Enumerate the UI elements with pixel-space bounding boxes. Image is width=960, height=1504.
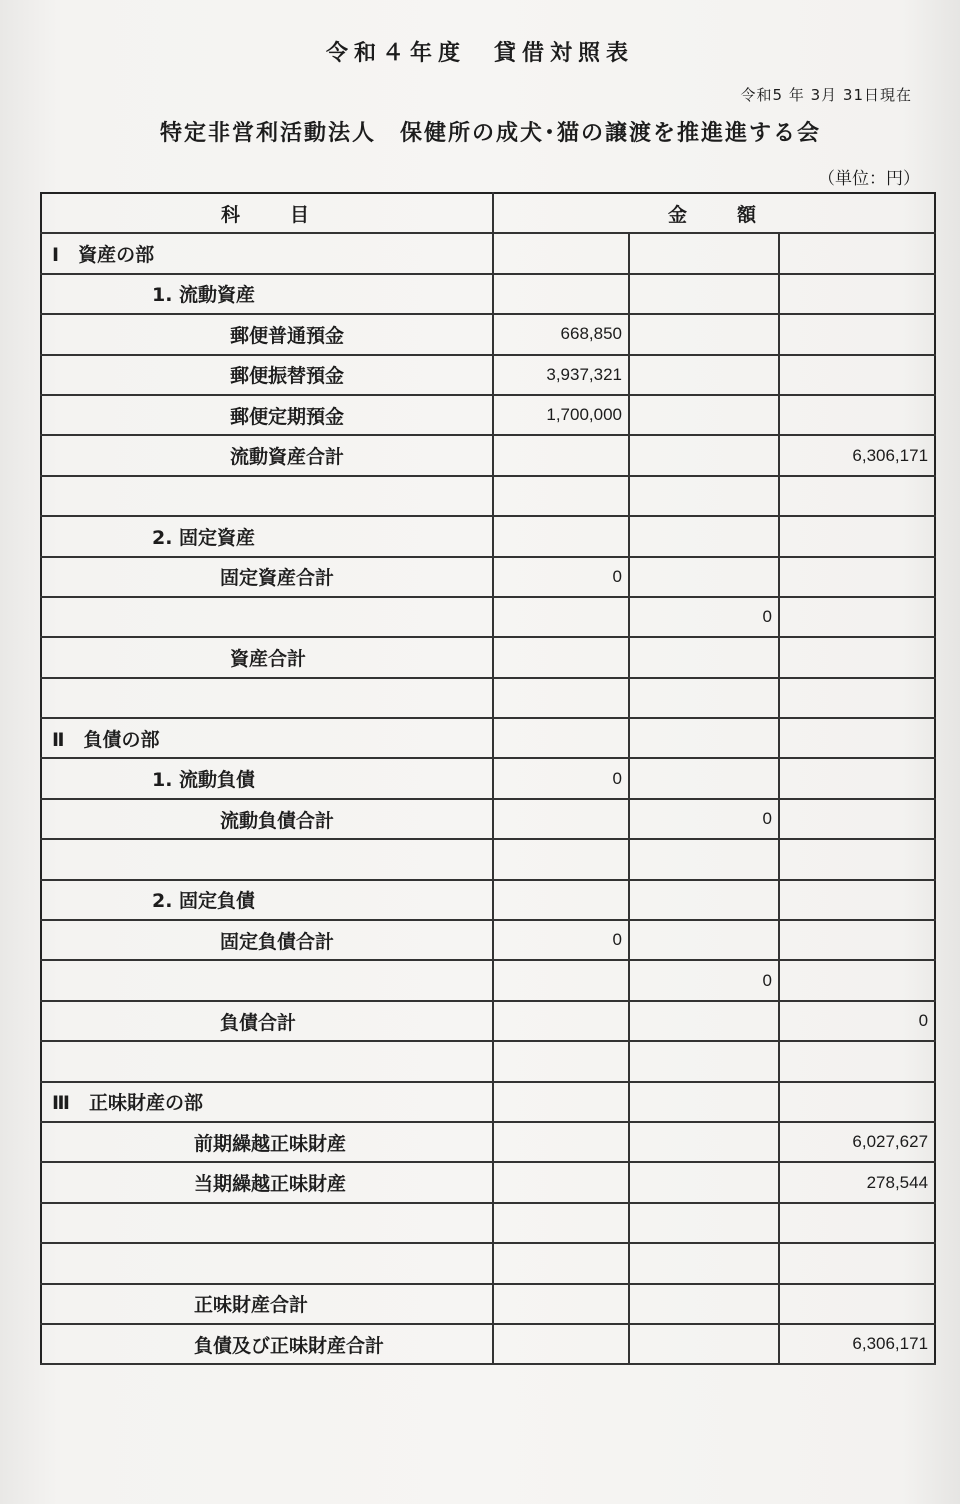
amount-subtotal <box>629 274 779 314</box>
row-label: 固定負債合計 <box>41 920 493 960</box>
amount-subtotal <box>629 839 779 879</box>
table-row <box>41 1122 935 1162</box>
table-row <box>41 476 935 516</box>
row-label: 前期繰越正味財産 <box>41 1122 493 1162</box>
amount-detail <box>493 1324 629 1364</box>
amount-total <box>779 758 935 798</box>
table-row <box>41 1203 935 1243</box>
amount-subtotal <box>629 1162 779 1202</box>
row-label: Ⅱ 負債の部 <box>41 718 493 758</box>
row-label: 郵便振替預金 <box>41 355 493 395</box>
balance-table <box>40 192 936 1365</box>
amount-subtotal <box>629 557 779 597</box>
balance-sheet <box>40 192 934 1365</box>
amount-total <box>779 1243 935 1283</box>
amount-total: 6,306,171 <box>779 1324 935 1364</box>
amount-subtotal <box>629 880 779 920</box>
row-label: 郵便定期預金 <box>41 395 493 435</box>
table-row <box>41 597 935 637</box>
table-row <box>41 1001 935 1041</box>
amount-detail <box>493 1203 629 1243</box>
amount-detail: 0 <box>493 758 629 798</box>
row-label <box>41 960 493 1000</box>
amount-detail <box>493 1162 629 1202</box>
amount-total <box>779 274 935 314</box>
table-row <box>41 435 935 475</box>
amount-detail <box>493 880 629 920</box>
row-label: 2. 固定資産 <box>41 516 493 556</box>
amount-detail <box>493 516 629 556</box>
amount-total <box>779 960 935 1000</box>
amount-total <box>779 880 935 920</box>
amount-total: 278,544 <box>779 1162 935 1202</box>
amount-total <box>779 314 935 354</box>
amount-subtotal <box>629 314 779 354</box>
row-label <box>41 1203 493 1243</box>
amount-detail <box>493 597 629 637</box>
amount-subtotal <box>629 1082 779 1122</box>
row-label <box>41 1041 493 1081</box>
amount-total <box>779 557 935 597</box>
amount-detail: 0 <box>493 920 629 960</box>
item-column-header: 科 目 <box>41 193 493 233</box>
amount-total <box>779 920 935 960</box>
amount-total <box>779 678 935 718</box>
amount-detail <box>493 678 629 718</box>
amount-total: 6,306,171 <box>779 435 935 475</box>
row-label: 郵便普通預金 <box>41 314 493 354</box>
row-label <box>41 476 493 516</box>
table-row <box>41 799 935 839</box>
table-row <box>41 718 935 758</box>
amount-detail: 668,850 <box>493 314 629 354</box>
table-row <box>41 839 935 879</box>
amount-total <box>779 1082 935 1122</box>
amount-subtotal <box>629 1243 779 1283</box>
amount-total <box>779 1203 935 1243</box>
table-row <box>41 355 935 395</box>
table-row <box>41 1324 935 1364</box>
table-row <box>41 758 935 798</box>
amount-subtotal <box>629 718 779 758</box>
header-row <box>41 193 935 233</box>
amount-subtotal <box>629 758 779 798</box>
amount-subtotal <box>629 920 779 960</box>
row-label: 1. 流動資産 <box>41 274 493 314</box>
amount-subtotal <box>629 1284 779 1324</box>
amount-detail <box>493 1001 629 1041</box>
amount-subtotal <box>629 516 779 556</box>
amount-subtotal <box>629 355 779 395</box>
table-row <box>41 557 935 597</box>
amount-subtotal <box>629 395 779 435</box>
amount-detail <box>493 1243 629 1283</box>
row-label <box>41 839 493 879</box>
row-label: 正味財産合計 <box>41 1284 493 1324</box>
amount-total: 0 <box>779 1001 935 1041</box>
amount-total <box>779 799 935 839</box>
amount-detail <box>493 799 629 839</box>
amount-subtotal <box>629 1203 779 1243</box>
amount-detail <box>493 1284 629 1324</box>
table-row <box>41 274 935 314</box>
table-row <box>41 678 935 718</box>
row-label <box>41 678 493 718</box>
table-row <box>41 880 935 920</box>
row-label: 当期繰越正味財産 <box>41 1162 493 1202</box>
row-label <box>41 1243 493 1283</box>
table-row <box>41 1243 935 1283</box>
table-row <box>41 960 935 1000</box>
row-label: 流動負債合計 <box>41 799 493 839</box>
amount-total <box>779 233 935 273</box>
amount-total <box>779 839 935 879</box>
amount-detail <box>493 1122 629 1162</box>
amount-total <box>779 476 935 516</box>
amount-detail: 1,700,000 <box>493 395 629 435</box>
table-row <box>41 1041 935 1081</box>
amount-column-header: 金 額 <box>493 193 935 233</box>
amount-total <box>779 1041 935 1081</box>
row-label: 資産合計 <box>41 637 493 677</box>
amount-detail <box>493 274 629 314</box>
table-row <box>41 516 935 556</box>
row-label: 流動資産合計 <box>41 435 493 475</box>
amount-total: 6,027,627 <box>779 1122 935 1162</box>
row-label: 負債合計 <box>41 1001 493 1041</box>
amount-subtotal <box>629 476 779 516</box>
amount-total <box>779 718 935 758</box>
amount-detail <box>493 1082 629 1122</box>
amount-total <box>779 637 935 677</box>
table-row <box>41 1162 935 1202</box>
table-row <box>41 233 935 273</box>
amount-total <box>779 395 935 435</box>
row-label <box>41 597 493 637</box>
amount-total <box>779 516 935 556</box>
amount-detail: 0 <box>493 557 629 597</box>
table-row <box>41 1082 935 1122</box>
amount-detail <box>493 1041 629 1081</box>
amount-detail <box>493 718 629 758</box>
table-row <box>41 920 935 960</box>
amount-subtotal <box>629 1324 779 1364</box>
amount-detail <box>493 435 629 475</box>
amount-total <box>779 355 935 395</box>
amount-subtotal: 0 <box>629 799 779 839</box>
amount-subtotal <box>629 435 779 475</box>
amount-subtotal <box>629 637 779 677</box>
amount-subtotal <box>629 1041 779 1081</box>
table-row <box>41 395 935 435</box>
row-label: 2. 固定負債 <box>41 880 493 920</box>
page-title: 令和４年度 貸借対照表 <box>325 41 634 66</box>
amount-subtotal <box>629 678 779 718</box>
row-label: 固定資産合計 <box>41 557 493 597</box>
amount-detail <box>493 839 629 879</box>
amount-detail <box>493 637 629 677</box>
row-label: 負債及び正味財産合計 <box>41 1324 493 1364</box>
amount-detail <box>493 233 629 273</box>
amount-subtotal <box>629 233 779 273</box>
amount-subtotal: 0 <box>629 960 779 1000</box>
amount-subtotal: 0 <box>629 597 779 637</box>
table-row <box>41 1284 935 1324</box>
amount-detail: 3,937,321 <box>493 355 629 395</box>
unit-label: （単位：円） <box>818 169 920 189</box>
row-label: Ⅲ 正味財産の部 <box>41 1082 493 1122</box>
amount-total <box>779 1284 935 1324</box>
table-row <box>41 637 935 677</box>
organization-name: 特定非営利活動法人 保健所の成犬･猫の譲渡を推進進する会 <box>160 121 822 146</box>
table-row <box>41 314 935 354</box>
amount-subtotal <box>629 1122 779 1162</box>
amount-detail <box>493 476 629 516</box>
amount-detail <box>493 960 629 1000</box>
amount-total <box>779 597 935 637</box>
amount-subtotal <box>629 1001 779 1041</box>
row-label: 1. 流動負債 <box>41 758 493 798</box>
row-label: Ⅰ 資産の部 <box>41 233 493 273</box>
as-of-date: 令和5 年 3月 31日現在 <box>740 86 912 104</box>
